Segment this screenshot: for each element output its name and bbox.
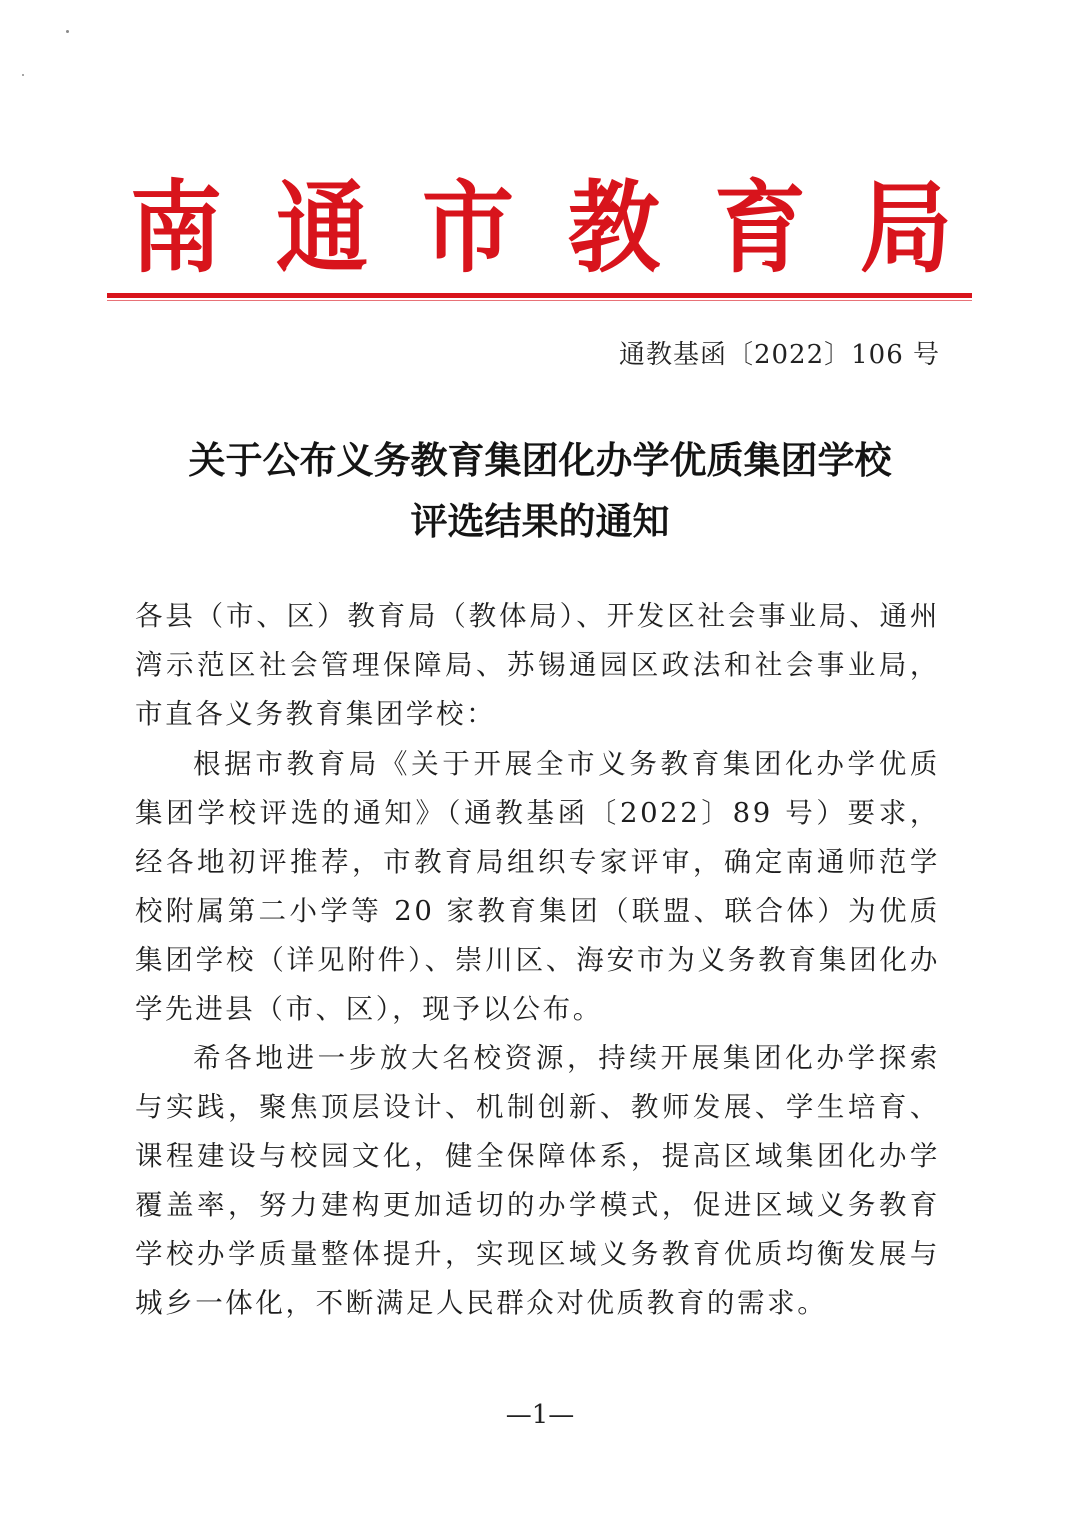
document-heading xyxy=(130,430,950,552)
body-paragraph-2: 希各地进一步放大名校资源，持续开展集团化办学探索与实践，聚焦顶层设计、机制创新、教师发展、学生培育、课程建设与校园文化，健全保障体系，提高区域集团化办学覆盖率，努力建构更加适切的办学模式，促进区域义务教育学校办学质量整体提升，实现区域义务教育优质均衡发展与城乡一体化，不断满足人民群众对优质教育的需求。 xyxy=(135,1042,940,1319)
document-heading-line1: 关于公布义务教育集团化办学优质集团学校 xyxy=(188,439,892,482)
scan-speck xyxy=(66,30,69,33)
letterhead-char: 通 xyxy=(275,169,368,287)
letterhead-divider xyxy=(107,293,972,298)
document-number: 通教基函〔2022〕106 号 xyxy=(618,340,940,370)
letterhead-title xyxy=(100,168,980,288)
letterhead-divider-thin xyxy=(107,300,972,301)
body-paragraph-1: 根据市教育局《关于开展全市义务教育集团化办学优质集团学校评选的通知》（通教基函〔2022〕89 号）要求，经各地初评推荐，市教育局组织专家评审，确定南通师范学校附属第二小学等 20 家教育集团（联盟、联合体）为优质集团学校（详见附件）、崇川区、海安市为义务教育集团化办学先进县（市、区），现予以公布。 xyxy=(135,748,940,1025)
scan-speck xyxy=(22,74,24,76)
letterhead-char: 育 xyxy=(713,169,806,287)
letterhead-char: 教 xyxy=(567,169,660,287)
document-heading-line2: 评选结果的通知 xyxy=(410,500,670,543)
salutation: 各县（市、区）教育局（教体局）、开发区社会事业局、通州湾示范区社会管理保障局、苏锡通园区政法和社会事业局，市直各义务教育集团学校： xyxy=(135,600,940,730)
letterhead-char: 局 xyxy=(859,169,952,287)
letterhead-char: 市 xyxy=(421,169,514,287)
letterhead-char: 南 xyxy=(130,169,223,287)
page-number: —1— xyxy=(505,1400,575,1430)
